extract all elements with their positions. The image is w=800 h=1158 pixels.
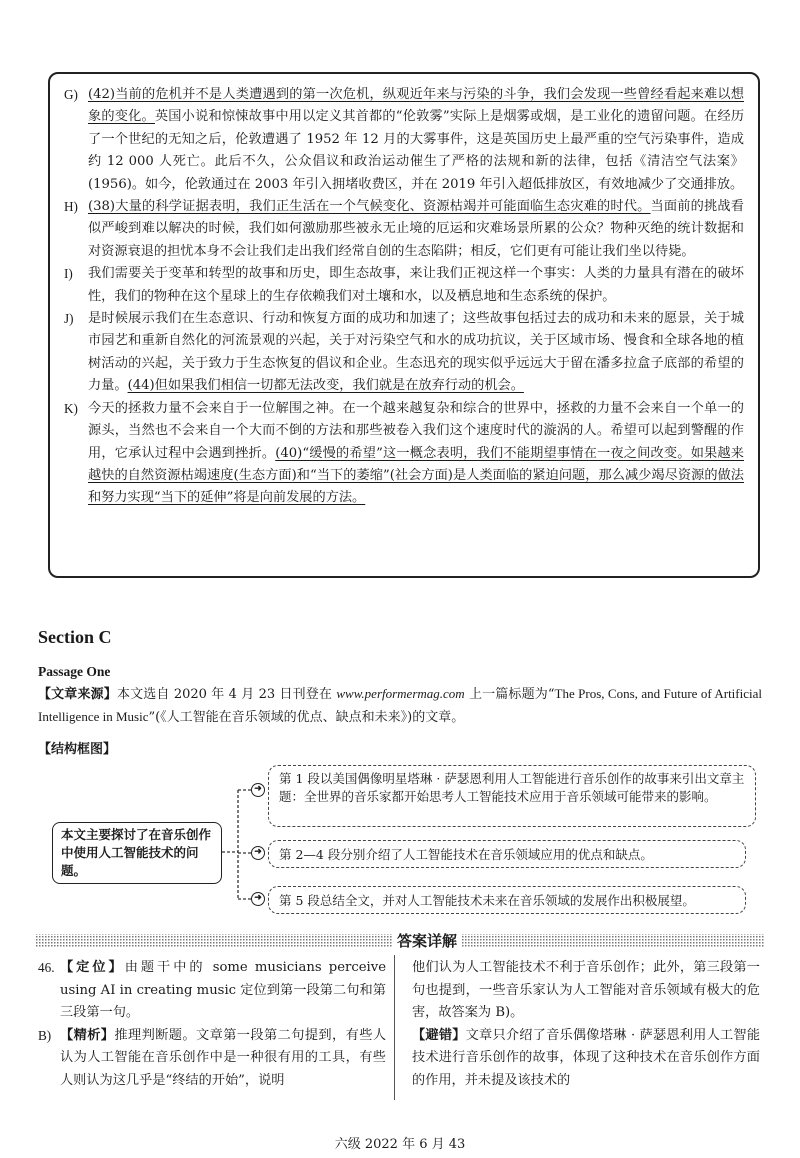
structure-title: 【结构框图】 — [38, 742, 117, 757]
paragraph-text: 当面前的挑战看似严峻到难以解决的时候，我们如何激励那些被永无止境的厄运和灾难场景所累的公众？物种灭绝的统计数据和对资源衰退的担忧本身不会让我们走出我们经常自创的生态陷阱；相反，它们更有可能让我们坐以待毙。 — [88, 199, 744, 259]
answer-text: 由题干中的 some musicians perceive using AI in creating music 定位到第一段第二句和第三段第一句。 — [60, 960, 387, 1021]
source-text: ”(《人工智能在音乐领域的优点、缺点和未来》)的文章。 — [148, 710, 465, 725]
structure-summary: 本文主要探讨了在音乐创作中使用人工智能技术的问题。 — [52, 822, 222, 884]
paragraph-text: 今天的拯救力量不会来自于一位解围之神。在一个越来越复杂和综合的世界中，拯救的力量不会来自一个单一的源头，当然也不会来自一个大而不倒的方法和那些被卷入我们这个速度时代的漩涡的人。希望可以起到警醒的作用，它承认过程中会遇到挫折。 — [88, 400, 744, 461]
structure-node: 第 1 段以美国偶像明星塔琳 · 萨瑟恩利用人工智能进行音乐创作的故事来引出文章主题：全世界的音乐家都开始思考人工智能技术应用于音乐领域可能带来的影响。 — [268, 765, 756, 827]
answer-heading-bar — [36, 930, 764, 952]
underlined-sentence: (40)“缓慢的希望”这一概念表明，我们不能期望事情在一夜之间改变。 — [275, 445, 691, 461]
underlined-sentence: (44)但如果我们相信一切都无法改变，我们就是在放弃行动的机会。 — [127, 378, 524, 394]
answer-item — [38, 957, 386, 1025]
passage-heading: Passage One — [38, 664, 111, 679]
tag-label: 【定位】 — [60, 960, 125, 975]
section-heading: Section C — [38, 627, 112, 647]
paragraph-label: J) — [64, 311, 74, 327]
tag-label: 【精析】 — [60, 1027, 115, 1043]
question-number: 46. — [38, 960, 55, 975]
paragraph-text: 我们需要关于变革和转型的故事和历史，即生态故事，来让我们正视这样一个事实：人类的力量具有潜在的破坏性，我们的物种在这个星球上的生存依赖我们对土壤和水，以及栖息地和生态系统的保护。 — [88, 266, 744, 304]
arrow-right-icon: ➜ — [251, 892, 265, 906]
answer-choice: B) — [38, 1027, 52, 1043]
arrow-right-icon: ➜ — [251, 783, 265, 797]
underlined-sentence: (42)当前的危机并不是人类遭遇到的第一次危机，纵观近年来与污染的斗争，我们会发现一些曾经看起来难以想象的变化。 — [88, 87, 744, 125]
structure-node: 第 5 段总结全文，并对人工智能技术未来在音乐领域的发展作出积极展望。 — [268, 886, 746, 914]
paragraph-text: 是时候展示我们在生态意识、行动和恢复方面的成功和加速了；这些故事包括过去的成功和未来的愿景，关于城市园艺和重新自然化的河流景观的兴起，关于对污染空气和水的成功抗议，关于区域市场、慢食和全球各地的植树活动的兴起，关于致力于生态恢复的倡议和企业。生态迅充的现实似乎远远大于留在潘多拉盒子底部的希望的力量。 — [88, 311, 744, 394]
answer-column-left — [38, 957, 386, 1093]
answer-text: 他们认为人工智能技术不利于音乐创作；此外，第三段第一句也提到，一些音乐家认为人工智能对音乐领域有极大的危害，故答案为 B)。 — [412, 960, 760, 1021]
source-text: 上一篇标题为“ — [464, 687, 555, 702]
column-divider — [394, 955, 395, 1100]
paragraph-label: I) — [64, 266, 73, 282]
source-website: www.performermag.com — [336, 686, 465, 701]
source-text: 本文选自 2020 年 4 月 23 日刊登在 — [116, 687, 337, 702]
structure-node: 第 2—4 段分别介绍了人工智能技术在音乐领域应用的优点和缺点。 — [268, 840, 746, 868]
answer-text: 推理判断题。文章第一段第二句提到，有些人认为人工智能在音乐创作中是一种很有用的工具，有些人则认为这几乎是“终结的开始”，说明 — [60, 1027, 387, 1088]
answer-text: 文章只介绍了音乐偶像塔琳 · 萨瑟恩利用人工智能技术进行音乐创作的故事，体现了这种技术在音乐创作方面的作用，并未提及该技术的 — [412, 1027, 761, 1088]
arrow-right-icon: ➜ — [251, 846, 265, 860]
paragraph-label: H) — [64, 199, 78, 215]
underlined-sentence: (38)大量的科学证据表明，我们正生活在一个气候变化、资源枯竭并可能面临生态灾难的时代。 — [88, 199, 651, 215]
page-footer: 六级 2022 年 6 月 43 — [334, 1137, 466, 1152]
paragraph-label: G) — [64, 87, 78, 102]
paragraph-label: K) — [64, 400, 78, 416]
tag-label: 【避错】 — [412, 1027, 466, 1043]
answer-item — [38, 1025, 386, 1093]
answer-heading: 答案详解 — [392, 930, 462, 952]
underlined-sentence: 如果越来越快的自然资源枯竭速度(生态方面)和“当下的萎缩”(社会方面)是人类面临的紧迫问题，那么减少竭尽资源的做法和努力实现“当下的延伸”将是向前发展的方法。 — [88, 445, 744, 506]
answer-column-right — [412, 957, 760, 1093]
source-label: 【文章来源】 — [38, 687, 117, 702]
source-title-en: The Pros, Cons, and Future of Artificial Intelligence in Music — [38, 686, 762, 724]
paragraph-text: 英国小说和惊悚故事中用以定义其首都的“伦敦雾”实际上是烟雾或烟，是工业化的遗留问题。在经历了一个世纪的无知之后，伦敦遭遇了 1952 年 12 月的大雾事件，这是英国历史上最严重的空气污染事件，造成约 12 000 人死亡。此后不久，公众倡议和政治运动催生了严格的法规和新的法律，包括《清洁空气法案》(1956)。如今，伦敦通过在 2003 年引入拥堵收费区，并在 2019 年引入超低排放区，有效地减少了交通排放。 — [88, 109, 745, 192]
